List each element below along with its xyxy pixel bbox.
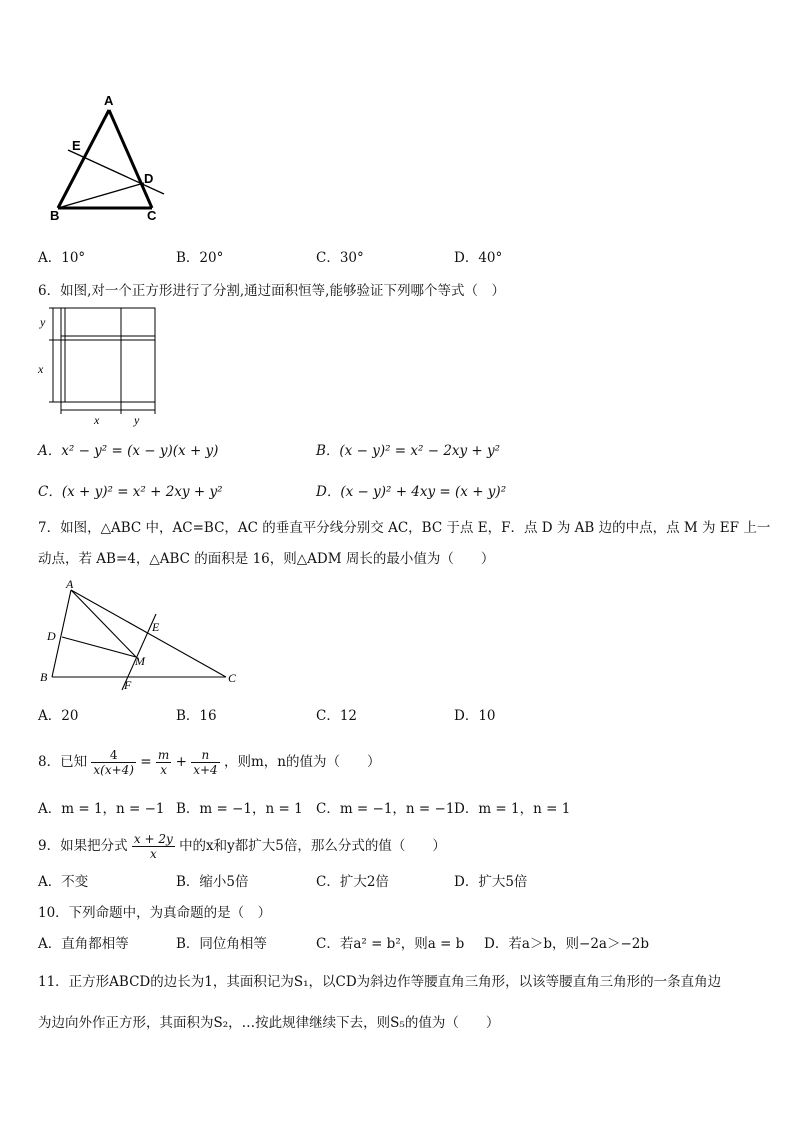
q9-option-d[interactable]: D．扩大5倍 (454, 874, 528, 890)
label-x-left: x (38, 362, 44, 376)
q8-prefix: 8．已知 (38, 754, 88, 770)
q8-fraction-1 (91, 748, 136, 777)
q8-stem (38, 740, 380, 784)
q8-frac3-denominator: x+4 (193, 763, 218, 777)
q9-frac-numerator: x + 2y (133, 832, 173, 846)
label-m: M (135, 654, 145, 668)
triangle-figure-q5 (40, 90, 180, 230)
outer-square (61, 308, 155, 402)
label-y-bottom: y (134, 413, 140, 427)
q8-option-c[interactable]: C．m = −1，n = −1 (316, 801, 455, 817)
q10-option-c[interactable]: C．若a² = b²，则a = b (316, 936, 465, 952)
side-ab (58, 110, 109, 208)
q9-option-b[interactable]: B．缩小5倍 (176, 874, 249, 890)
q7-option-a[interactable]: A．20 (38, 708, 79, 724)
q10-option-b[interactable]: B．同位角相等 (176, 936, 267, 952)
label-a: A (66, 577, 74, 591)
label-c: C (228, 671, 237, 685)
q8-equals: = (140, 754, 152, 770)
q8-option-a[interactable]: A．m = 1，n = −1 (38, 801, 165, 817)
q7-stem-line1: 7．如图，△ABC 中，AC=BC，AC 的垂直平分线分别交 AC，BC 于点 E，F．点 D 为 AB 边的中点，点 M 为 EF 上一 (38, 520, 771, 536)
side-ac (71, 590, 226, 677)
q5-option-a[interactable]: A．10° (38, 250, 86, 266)
q8-option-d[interactable]: D．m = 1，n = 1 (454, 801, 571, 817)
q9-suffix: 中的x和y都扩大5倍，那么分式的值（ ） (179, 838, 446, 854)
q6-option-b[interactable]: B．(x − y)² = x² − 2xy + y² (316, 443, 501, 459)
q8-option-b[interactable]: B．m = −1，n = 1 (176, 801, 303, 817)
q8-frac2-numerator: m (157, 748, 170, 762)
label-y-left: y (40, 315, 46, 329)
q9-option-a[interactable]: A．不变 (38, 874, 89, 890)
q7-option-b[interactable]: B．16 (176, 708, 217, 724)
q8-frac1-numerator: 4 (91, 748, 136, 763)
label-e: E (152, 620, 160, 634)
q8-fraction-3 (191, 748, 219, 777)
q11-stem-line1: 11．正方形ABCD的边长为1，其面积记为S₁，以CD为斜边作等腰直角三角形，以该等腰直角三角形的一条直角边 (38, 974, 722, 990)
label-b: B (40, 670, 48, 684)
q7-option-d[interactable]: D．10 (454, 708, 496, 724)
segment-dm (62, 637, 136, 657)
label-c: C (147, 208, 157, 223)
q7-option-c[interactable]: C．12 (316, 708, 358, 724)
q9-option-c[interactable]: C．扩大2倍 (316, 874, 389, 890)
segment-am (71, 590, 136, 657)
q8-frac3-numerator: n (191, 748, 219, 763)
side-ac (109, 110, 152, 208)
q8-suffix: ，则m，n的值为（ ） (223, 754, 381, 770)
q9-prefix: 9．如果把分式 (38, 838, 128, 854)
q10-option-d[interactable]: D．若a＞b，则−2a＞−2b (484, 936, 650, 952)
q6-option-a[interactable]: A．x² − y² = (x − y)(x + y) (38, 443, 219, 459)
q10-stem: 10．下列命题中，为真命题的是（ ） (38, 905, 272, 921)
triangle-figure-q7 (36, 578, 246, 698)
q8-plus: + (175, 754, 187, 770)
q11-stem-line2: 为边向外作正方形，其面积为S₂，…按此规律继续下去，则S₅的值为（ ） (38, 1015, 500, 1031)
square-figure-q6 (36, 300, 166, 430)
label-e: E (72, 138, 81, 153)
label-x-bottom: x (94, 413, 100, 427)
q6-option-d[interactable]: D．(x − y)² + 4xy = (x + y)² (316, 484, 507, 500)
q5-option-b[interactable]: B．20° (176, 250, 224, 266)
q8-fraction-2 (156, 748, 171, 777)
label-a: A (104, 93, 114, 108)
q6-option-c[interactable]: C．(x + y)² = x² + 2xy + y² (38, 484, 223, 500)
label-b: B (50, 208, 60, 223)
q7-stem-line2: 动点，若 AB=4，△ABC 的面积是 16，则△ADM 周长的最小值为（ ） (38, 551, 495, 567)
q9-stem (38, 826, 446, 866)
segment-bd (58, 183, 144, 208)
q6-stem: 6．如图,对一个正方形进行了分割,通过面积恒等,能够验证下列哪个等式（ ） (38, 283, 505, 299)
q9-fraction (132, 832, 175, 861)
q8-frac1-denominator: x(x+4) (93, 763, 134, 777)
q5-option-d[interactable]: D．40° (454, 250, 503, 266)
label-d: D (144, 171, 154, 186)
label-d: D (47, 629, 56, 643)
q9-frac-denominator: x (149, 847, 157, 861)
label-f: F (124, 678, 132, 692)
q10-option-a[interactable]: A．直角都相等 (38, 936, 129, 952)
q8-frac2-denominator: x (160, 763, 167, 777)
q5-option-c[interactable]: C．30° (316, 250, 364, 266)
